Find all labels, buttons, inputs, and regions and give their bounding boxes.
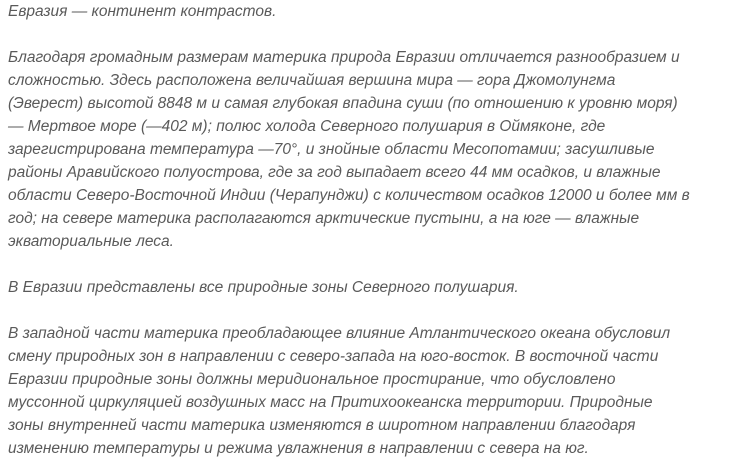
paragraph-natural-zones: В Евразии представлены все природные зоны Северного полушария. — [8, 279, 519, 296]
paragraph-zone-distribution: В западной части материка преобладающее влияние Атлантического океана обусловил смену природных зон в направлении с северо-запада на юго-восток. В восточной части Евразии природные зоны должны меридиональное простирание, что обусловлено муссонной циркуляцией воздушных масс на Притихоокеанска территории. Природные зоны внутренней части материка изменяются в широтном направлении благодаря изменению температуры и режима увлажнения в направлении с севера на юг. — [8, 325, 671, 457]
paragraph-spacer — [8, 253, 736, 276]
paragraph-spacer — [8, 23, 736, 46]
article-body — [8, 0, 736, 460]
article-title: Евразия — континент контрастов. — [8, 3, 277, 20]
paragraph-spacer — [8, 299, 736, 322]
paragraph-eurasia-nature: Благодаря громадным размерам материка природа Евразии отличается разнообразием и сложностью. Здесь расположена величайшая вершина мира — гора Джомолунгма (Эверест) высотой 8848 м и самая глубокая впадина суши (по отношению к уровню моря) — Мертвое море (—402 м); полюс холода Северного полушария в Оймяконе, где зарегистрирована температура —70°, и знойные области Месопотамии; засушливые районы Аравийского полуострова, где за год выпадает всего 44 мм осадков, и влажные области Северо-Восточной Индии (Черапунджи) с количеством осадков 12000 и более мм в год; на севере материка располагаются арктические пустыни, а на юге — влажные экваториальные леса. — [8, 49, 690, 250]
